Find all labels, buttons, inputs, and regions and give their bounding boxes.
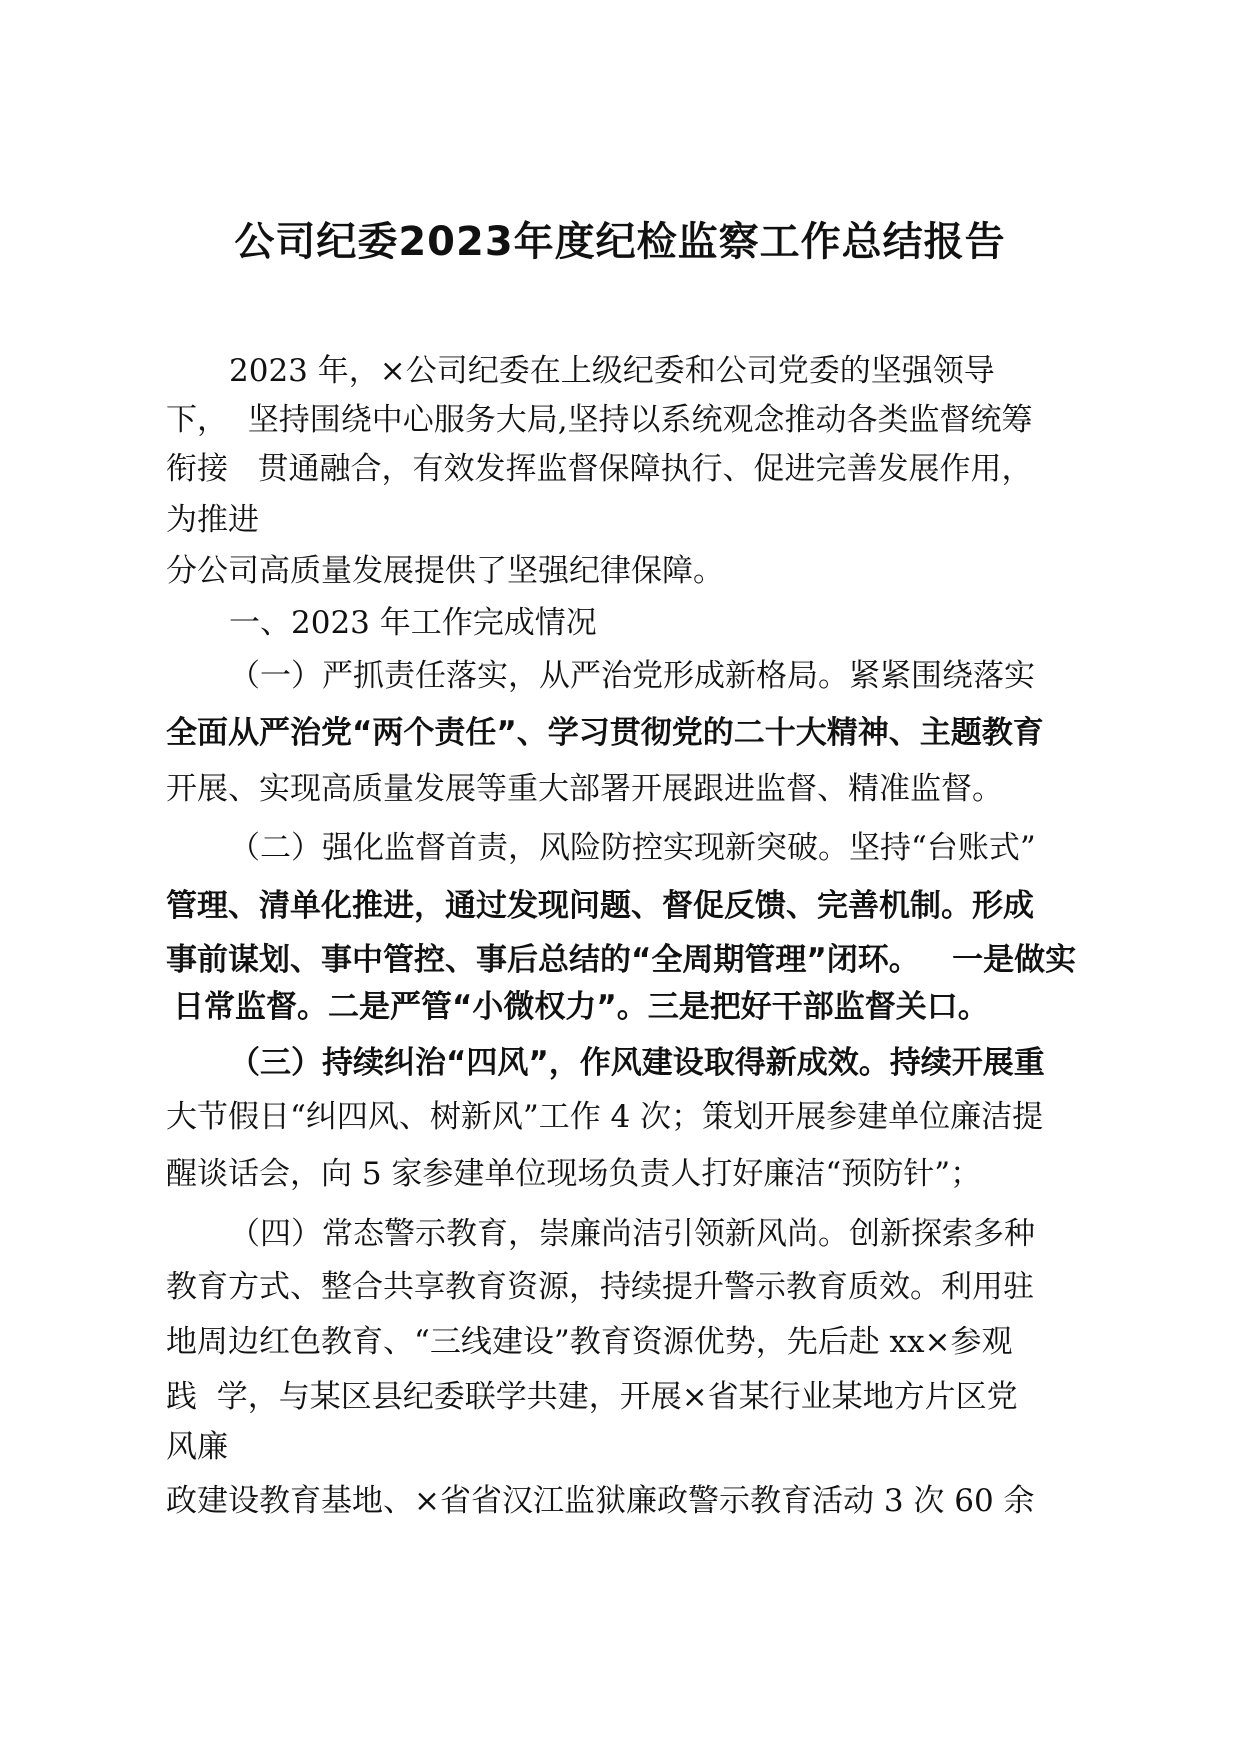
paragraph-line: 2023 年，×公司纪委在上级纪委和公司党委的坚强领导	[229, 353, 995, 389]
paragraph-line-bold: 管理、清单化推进，通过发现问题、督促反馈、完善机制。形成	[166, 888, 1034, 924]
paragraph-line: 醒谈话会，向 5 家参建单位现场负责人打好廉洁“预防针”；	[166, 1156, 982, 1192]
paragraph-line: 政建设教育基地、×省省汉江监狱廉政警示教育活动 3 次 60 余	[166, 1483, 1035, 1519]
paragraph-line: 风廉	[166, 1429, 228, 1465]
paragraph-line: 大节假日“纠四风、树新风”工作 4 次；策划开展参建单位廉洁提	[166, 1099, 1044, 1135]
paragraph-line-bold: （三）持续纠治“四风”，作风建设取得新成效。持续开展重	[229, 1045, 1045, 1081]
paragraph-line: 为推进	[166, 502, 259, 538]
paragraph-line: 地周边红色教育、“三线建设”教育资源优势，先后赴 xx×参观	[166, 1324, 1013, 1360]
paragraph-line-bold: 事前谋划、事中管控、事后总结的“全周期管理”闭环。 一是做实	[166, 942, 1077, 978]
paragraph-line: 衔接 贯通融合，有效发挥监督保障执行、促进完善发展作用，	[166, 451, 1033, 487]
section-heading: 一、2023 年工作完成情况	[229, 605, 597, 641]
paragraph-line-bold: 全面从严治党“两个责任”、学习贯彻党的二十大精神、主题教育	[166, 715, 1044, 751]
paragraph-line: （一）严抓责任落实，从严治党形成新格局。紧紧围绕落实	[229, 658, 1035, 694]
document-title: 公司纪委2023年度纪检监察工作总结报告	[234, 219, 1006, 265]
paragraph-line: （四）常态警示教育，崇廉尚洁引领新风尚。创新探索多种	[229, 1216, 1035, 1252]
paragraph-line: 下， 坚持围绕中心服务大局,坚持以系统观念推动各类监督统筹	[166, 402, 1033, 438]
paragraph-line: 教育方式、整合共享教育资源，持续提升警示教育质效。利用驻	[166, 1269, 1034, 1305]
paragraph-line-bold: 日常监督。二是严管“小微权力”。三是把好干部监督关口。	[173, 989, 989, 1025]
paragraph-line: 分公司高质量发展提供了坚强纪律保障。	[166, 553, 724, 589]
paragraph-line: 开展、实现高质量发展等重大部署开展跟进监督、精准监督。	[166, 771, 1003, 807]
paragraph-line: 践 学，与某区县纪委联学共建，开展×省某行业某地方片区党	[166, 1379, 1018, 1415]
paragraph-line: （二）强化监督首责，风险防控实现新突破。坚持“台账式”	[229, 830, 1036, 866]
